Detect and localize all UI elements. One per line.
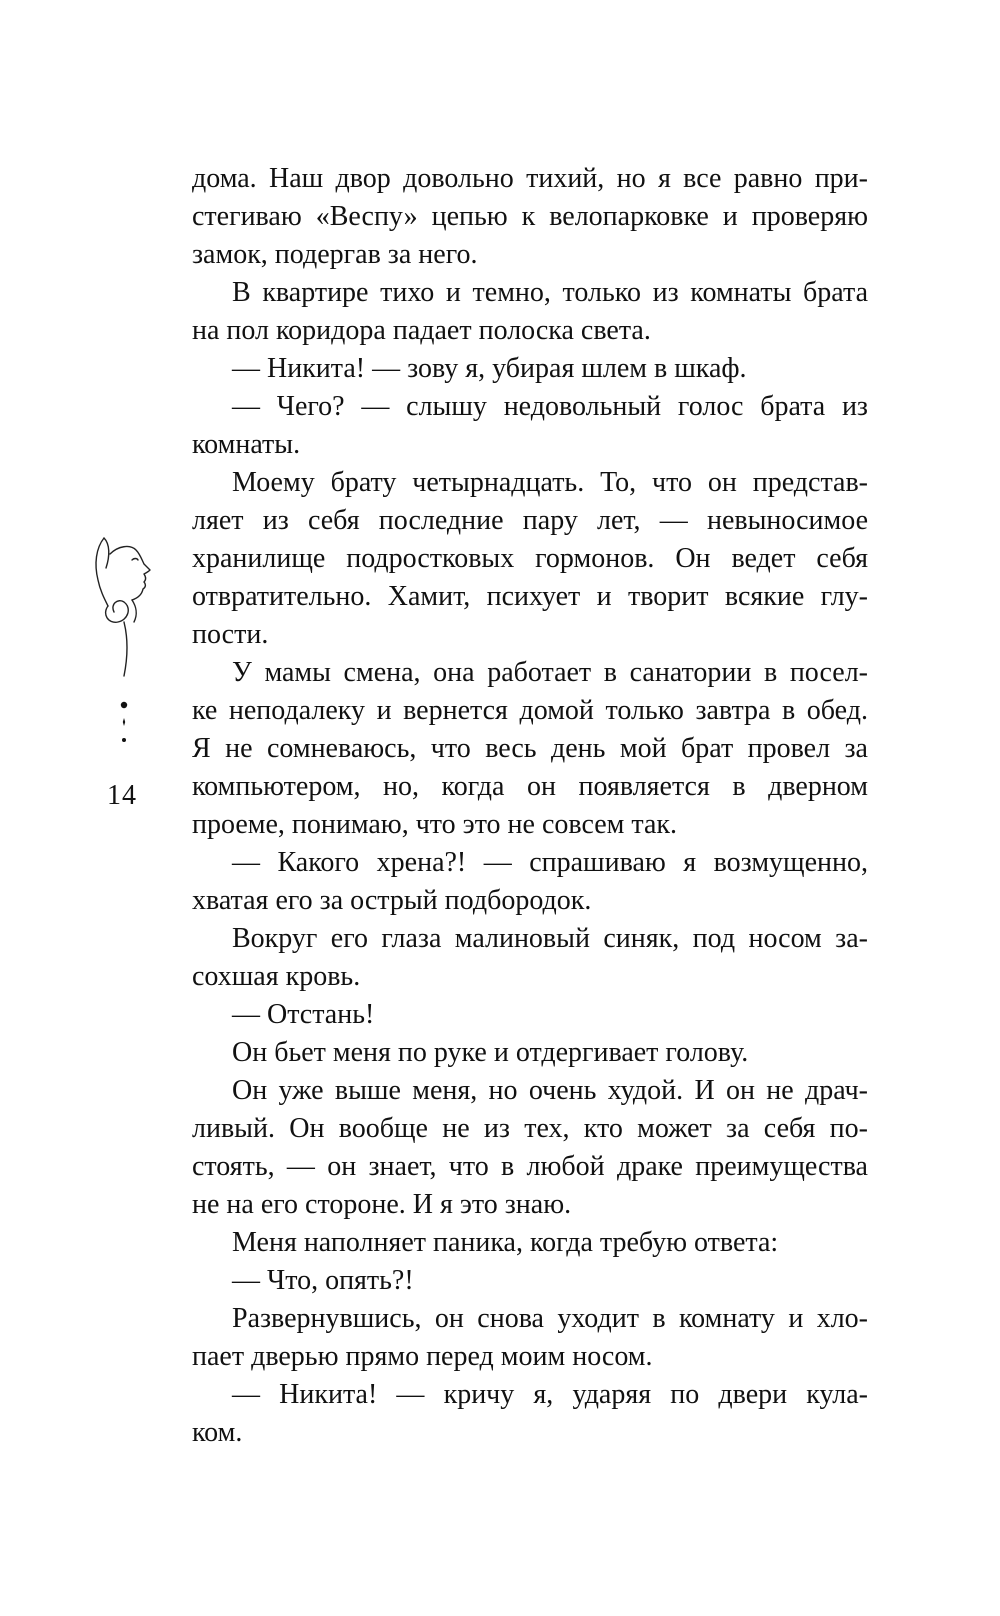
text-line: — Отстань! — [232, 999, 375, 1030]
text-line: — Какого хрена?! — спрашиваю я возмущенно, — [232, 847, 868, 878]
text-line: сохшая кровь. — [192, 961, 361, 992]
text-line: отвратительно. Хамит, психует и творит всякие глу- — [192, 581, 868, 612]
page-body-text — [192, 160, 868, 1452]
text-line: Я не сомневаюсь, что весь день мой брат провел за — [192, 733, 868, 764]
text-line: комнаты. — [192, 429, 301, 460]
text-line: стегиваю «Веспу» цепью к велопарковке и проверяю — [192, 201, 868, 232]
text-line: Развернувшись, он снова уходит в комнату и хло- — [232, 1303, 868, 1334]
text-line: на пол коридора падает полоска света. — [192, 315, 651, 346]
text-line: хранилище подростковых гормонов. Он ведет себя — [192, 543, 868, 574]
text-line: — Чего? — слышу недовольный голос брата из — [232, 391, 868, 422]
text-line: ливый. Он вообще не из тех, кто может за себя по- — [192, 1113, 868, 1144]
text-line: — Что, опять?! — [232, 1265, 414, 1296]
text-line: компьютером, но, когда он появляется в дверном — [192, 771, 868, 802]
text-line: пости. — [192, 619, 269, 650]
text-line: — Никита! — кричу я, ударяя по двери кула- — [232, 1379, 868, 1410]
face-line-drawing-icon — [88, 534, 168, 678]
text-line: Вокруг его глаза малиновый синяк, под носом за- — [232, 923, 868, 954]
page-number: 14 — [107, 780, 137, 811]
text-line: ляет из себя последние пару лет, — невыносимое — [192, 505, 868, 536]
text-line: Он бьет меня по руке и отдергивает голову. — [232, 1037, 749, 1068]
text-line: В квартире тихо и темно, только из комнаты брата — [232, 277, 868, 308]
dots-ornament-icon — [116, 700, 132, 746]
text-line: Меня наполняет паника, когда требую ответа: — [232, 1227, 779, 1258]
text-line: стоять, — он знает, что в любой драке преимущества — [192, 1151, 868, 1182]
text-line: не на его стороне. И я это знаю. — [192, 1189, 572, 1220]
text-line: ке неподалеку и вернется домой только завтра в обед. — [192, 695, 868, 726]
text-line: проеме, понимаю, что это не совсем так. — [192, 809, 677, 840]
text-line: хватая его за острый подбородок. — [192, 885, 592, 916]
text-line: Моему брату четырнадцать. То, что он представ- — [232, 467, 868, 498]
text-line: замок, подергав за него. — [192, 239, 478, 270]
text-line: — Никита! — зову я, убирая шлем в шкаф. — [232, 353, 747, 384]
text-line: пает дверью прямо перед моим носом. — [192, 1341, 653, 1372]
text-line: ком. — [192, 1417, 243, 1448]
text-line: дома. Наш двор довольно тихий, но я все равно при- — [192, 163, 868, 194]
text-line: Он уже выше меня, но очень худой. И он не драч- — [232, 1075, 868, 1106]
text-line: У мамы смена, она работает в санатории в посел- — [232, 657, 868, 688]
